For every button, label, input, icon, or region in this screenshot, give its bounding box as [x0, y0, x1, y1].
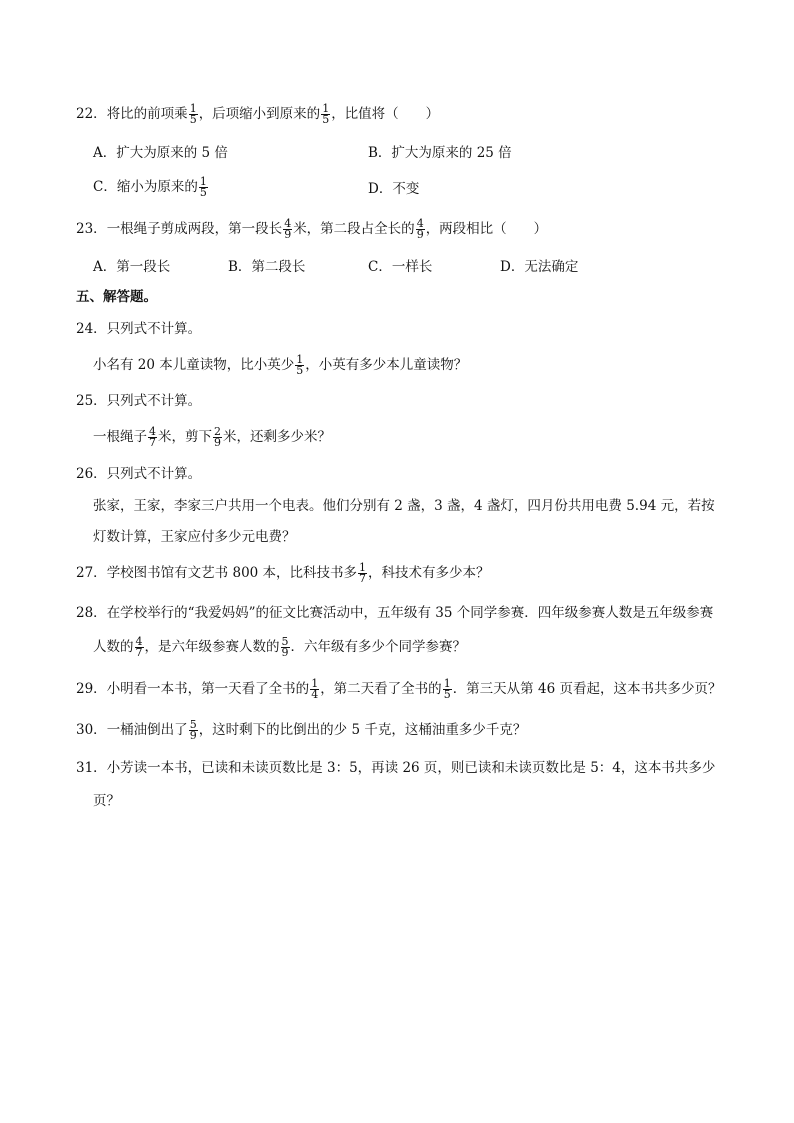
- fraction: $\frac{2}{9}$: [214, 425, 221, 449]
- fraction: $\frac{1}{7}$: [359, 561, 367, 585]
- question-28-line1: 28．在学校举行的“我爱妈妈”的征文比赛活动中，五年级有 35 个同学参赛．四年级参赛人数是五年级参赛: [76, 605, 714, 621]
- option-22a[interactable]: A．扩大为原来的 5 倍: [93, 145, 228, 161]
- option-23b[interactable]: B．第二段长: [228, 259, 306, 275]
- fraction: $\frac{4}{9}$: [284, 217, 292, 241]
- question-29: 29．小明看一本书，第一天看了全书的 $\frac{1}{4}$ ，第二天看了全书的 $\frac{1}{5}$ ．第三天从第 46 页看起，这本书共多少页？: [76, 677, 722, 701]
- fraction: $\frac{5}{9}$: [281, 635, 289, 659]
- fraction: $\frac{1}{5}$: [322, 102, 330, 126]
- question-31-line1: 31．小芳读一本书，已读和未读页数比是 3：5，再读 26 页，则已读和未读页数比是 5：4，这本书共多少: [76, 760, 716, 776]
- question-23: 23．一根绳子剪成两段，第一段长 $\frac{4}{9}$ 米，第二段占全长的 $\frac{4}{9}$ ，两段相比（ ）: [76, 217, 548, 241]
- option-22d[interactable]: D．不变: [368, 181, 420, 197]
- fraction: $\frac{4}{7}$: [149, 425, 156, 449]
- option-23a[interactable]: A．第一段长: [93, 259, 171, 275]
- fraction: $\frac{1}{5}$: [199, 175, 207, 199]
- fraction: $\frac{1}{5}$: [443, 677, 451, 701]
- option-23d[interactable]: D．无法确定: [500, 259, 579, 275]
- question-31-line2: 页？: [93, 793, 120, 809]
- fraction: $\frac{4}{9}$: [416, 217, 424, 241]
- question-27: 27．学校图书馆有文艺书 800 本，比科技书多 $\frac{1}{7}$ ，科技术有多少本？: [76, 561, 490, 585]
- fraction: $\frac{4}{7}$: [135, 635, 143, 659]
- question-26-head: 26．只列式不计算。: [76, 466, 202, 482]
- question-25-head: 25．只列式不计算。: [76, 393, 202, 409]
- fraction: $\frac{5}{9}$: [189, 718, 197, 742]
- option-23c[interactable]: C．一样长: [368, 259, 433, 275]
- option-22b[interactable]: B．扩大为原来的 25 倍: [368, 145, 512, 161]
- section-heading: 五、解答题。: [76, 289, 157, 305]
- question-26-line2: 灯数计算，王家应付多少元电费？: [93, 529, 296, 545]
- question-22: 22．将比的前项乘 $\frac{1}{5}$ ，后项缩小到原来的 $\frac{1}{5}$ ，比值将（ ）: [76, 102, 440, 126]
- question-24-body: 小名有 20 本儿童读物，比小英少 $\frac{1}{5}$ ，小英有多少本儿童读物？: [93, 353, 468, 377]
- option-22c[interactable]: C．缩小为原来的 $\frac{1}{5}$: [93, 175, 207, 199]
- question-30: 30．一桶油倒出了 $\frac{5}{9}$ ，这时剩下的比倒出的少 5 千克，这桶油重多少千克？: [76, 718, 527, 742]
- question-25-body: 一根绳子 $\frac{4}{7}$ 米，剪下 $\frac{2}{9}$ 米，还剩多少米？: [93, 425, 331, 449]
- fraction: $\frac{1}{5}$: [296, 353, 304, 377]
- question-26-line1: 张家，王家，李家三户共用一个电表。他们分别有 2 盏，3 盏，4 盏灯，四月份共用电费 5.94 元，若按: [93, 498, 715, 514]
- fraction: $\frac{1}{4}$: [311, 677, 319, 701]
- question-24-head: 24．只列式不计算。: [76, 321, 202, 337]
- fraction: $\frac{1}{5}$: [189, 102, 197, 126]
- question-28-line2: 人数的 $\frac{4}{7}$ ，是六年级参赛人数的 $\frac{5}{9}$ ．六年级有多少个同学参赛？: [93, 635, 466, 659]
